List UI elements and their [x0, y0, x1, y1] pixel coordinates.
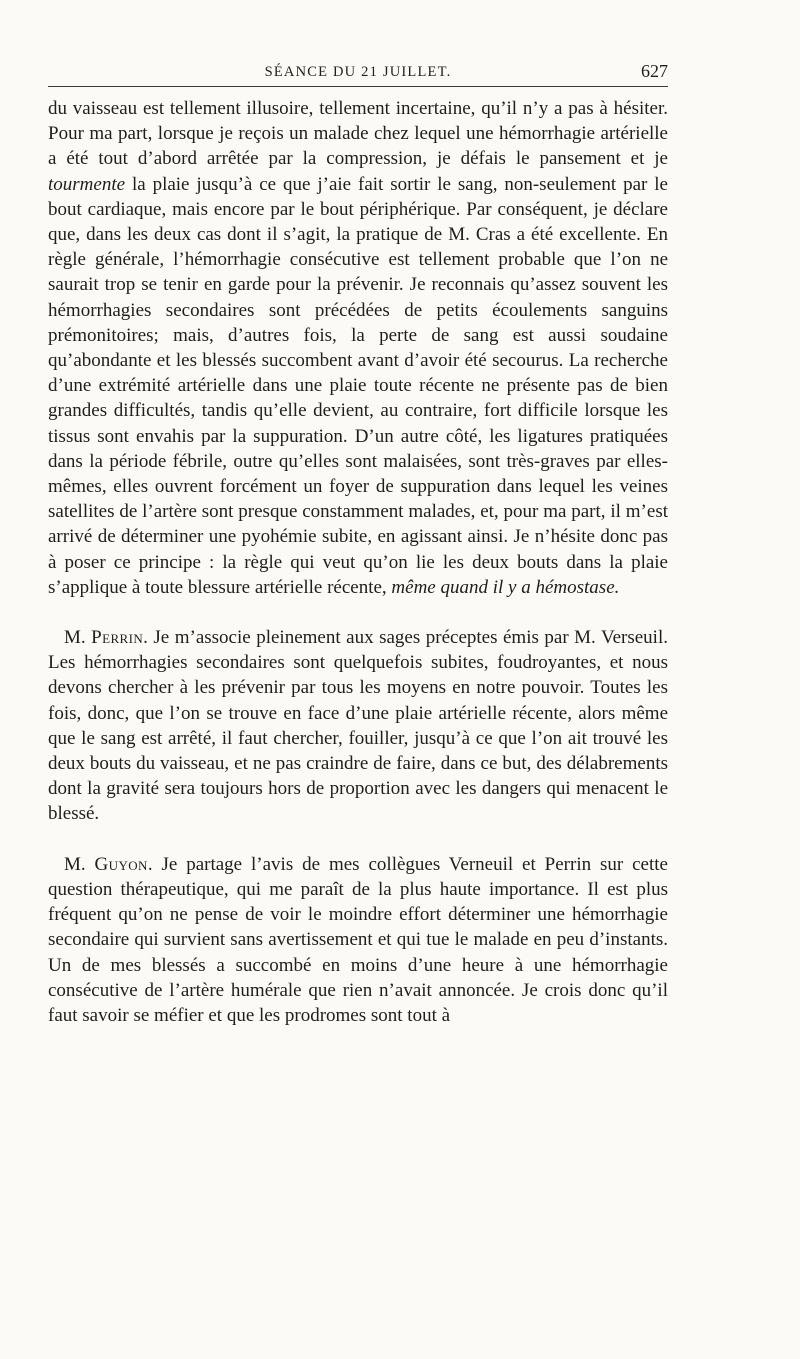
paragraph-text: . Je partage l’avis de mes collègues Verneuil et Perrin sur cette question thérapeutique, qui me paraît de la plus haute importance. Il est plus fréquent qu’on ne pense de voir le moindre effort déterminer une hémorrhagie secondaire qui survient sans avertissement et qui tue le malade en peu d’instants. Un de mes blessés a succombé en moins d’une heure à une hémorrhagie consécutive de l’artère humérale que rien n’avait annoncée. Je crois donc qu’il faut savoir se méfier et que les prodromes sont tout à: [48, 853, 668, 1026]
speaker-name: Perrin: [91, 627, 144, 649]
running-title: SÉANCE DU 21 JUILLET.: [264, 64, 452, 80]
emphasis-text: tourmente: [48, 173, 126, 195]
running-header: [48, 56, 668, 87]
paragraph-verneuil-continuation: [48, 96, 668, 600]
emphasis-text: même quand il y a hémostase.: [391, 576, 620, 598]
paragraph-text: la plaie jusqu’à ce que j’aie fait sortir le sang, non-seulement par le bout cardiaque, mais encore par le bout périphérique. Par conséquent, je déclare que, dans les deux cas dont il s’agit, la pratique de M. Cras a été excellente. En règle générale, l’hémorrhagie consécutive est tellement probable que l’on ne saurait trop se tenir en garde pour la prévenir. Je reconnais qu’assez souvent les hémorrhagies secondaires sont précédées de petits écoulements sanguins prémonitoires; mais, d’autres fois, la perte de sang est aussi soudaine qu’abondante et les blessés succombent avant d’avoir été secourus. La recherche d’une extrémité artérielle dans une plaie toute récente ne présente pas de bien grandes difficultés, tandis qu’elle devient, au contraire, fort difficile lorsque les tissus sont envahis par la suppuration. D’un autre côté, les ligatures pratiquées dans la période fébrile, outre qu’elles sont malaisées, sont très-graves par elles-mêmes, elles ouvrent forcément un foyer de suppuration dans lequel les veines satellites de l’artère sont presque constamment malades, et, pour ma part, il m’est arrivé de déterminer une pyohémie subite, en agissant ainsi. Je n’hésite donc pas à poser ce principe : la règle qui veut qu’on lie les deux bouts dans la plaie s’applique à toute blessure artérielle récente,: [48, 173, 668, 598]
paragraph-perrin: [48, 625, 668, 827]
page-number: 627: [641, 61, 668, 81]
paragraph-text: du vaisseau est tellement illusoire, tellement incertaine, qu’il n’y a pas à hésiter. Pour ma part, lorsque je reçois un malade chez lequel une hémorrhagie artérielle a été tout d’abord arrêtée par la compression, je défais le pansement et je: [48, 98, 668, 170]
speaker-name: Guyon: [94, 853, 148, 875]
book-page: [48, 56, 668, 1028]
paragraph-guyon: [48, 852, 668, 1028]
body-text: [48, 96, 668, 1028]
paragraph-text: M.: [64, 627, 92, 649]
paragraph-text: M.: [64, 853, 95, 875]
paragraph-text: . Je m’associe pleinement aux sages préceptes émis par M. Verseuil. Les hémorrhagies secondaires sont quelquefois subites, foudroyantes, et nous devons chercher à les prévenir par tous les moyens en notre pouvoir. Toutes les fois, donc, que l’on se trouve en face d’une plaie artérielle récente, alors même que le sang est arrêté, il faut chercher, fouiller, jusqu’à ce que l’on ait trouvé les deux bouts du vaisseau, et ne pas craindre de faire, dans ce but, des délabrements dont la gravité sera toujours hors de proportion avec les dangers qui menacent le blessé.: [48, 627, 668, 825]
